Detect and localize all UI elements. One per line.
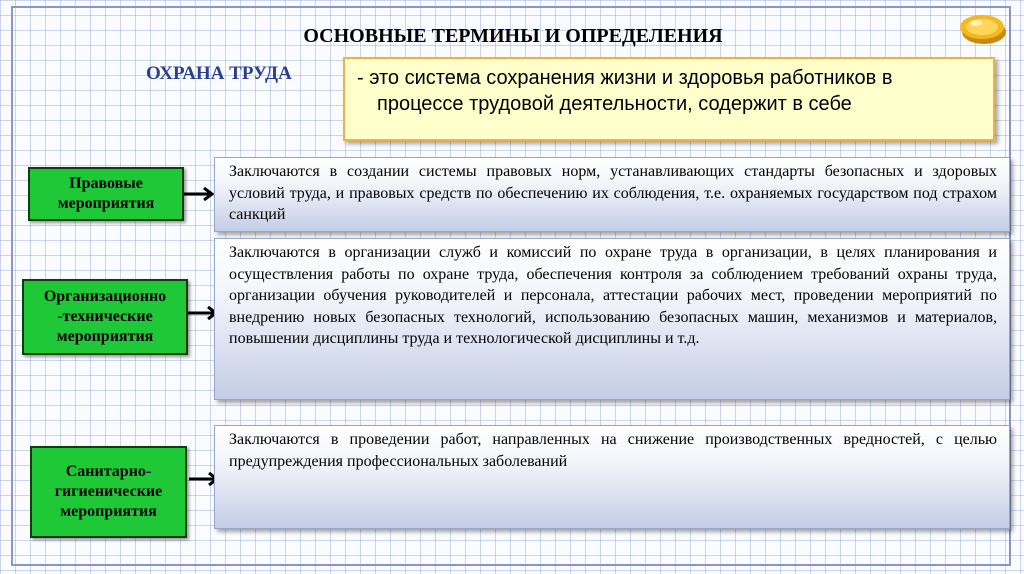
label-organizational-technical-measures: Организационно -технические мероприятия (22, 279, 188, 355)
label-sanitary-hygienic-measures: Санитарно-гигиенические мероприятия (30, 446, 187, 538)
description-sanitary-hygienic-measures: Заключаются в проведении работ, направленных на снижение производственных вредностей, с целью предупреждения профессиональных заболеваний (214, 425, 1010, 529)
arrow-right-icon (182, 187, 216, 201)
definition-line-2: процессе трудовой деятельности, содержит в себе (377, 93, 852, 115)
definition-line-1: - это система сохранения жизни и здоровья работников в (357, 67, 893, 89)
description-legal-measures: Заключаются в создании системы правовых норм, устанавливающих стандарты безопасных и здоровых условий труда, и правовых средств по обеспечению их соблюдения, т.е. охраняемых государством под страхом санкций (214, 157, 1010, 232)
label-legal-measures: Правовые мероприятия (28, 167, 184, 221)
slide-title: ОСНОВНЫЕ ТЕРМИНЫ И ОПРЕДЕЛЕНИЯ (303, 25, 723, 47)
description-organizational-technical-measures: Заключаются в организации служб и комиссий по охране труда в организации, в целях планирования и осуществления работы по охране труда, обеспечения контроля за соблюдением требований охраны труда, организации обучения руководителей и персонала, аттестации рабочих мест, проведении мероприятий по внедрению новых безопасных технологий, использованию безопасных машин, механизмов и материалов, повышении дисциплины труда и технологической дисциплины и т.д. (214, 238, 1010, 400)
coin-icon (954, 8, 1010, 48)
term-heading: ОХРАНА ТРУДА (146, 63, 292, 84)
definition-box (343, 57, 995, 141)
